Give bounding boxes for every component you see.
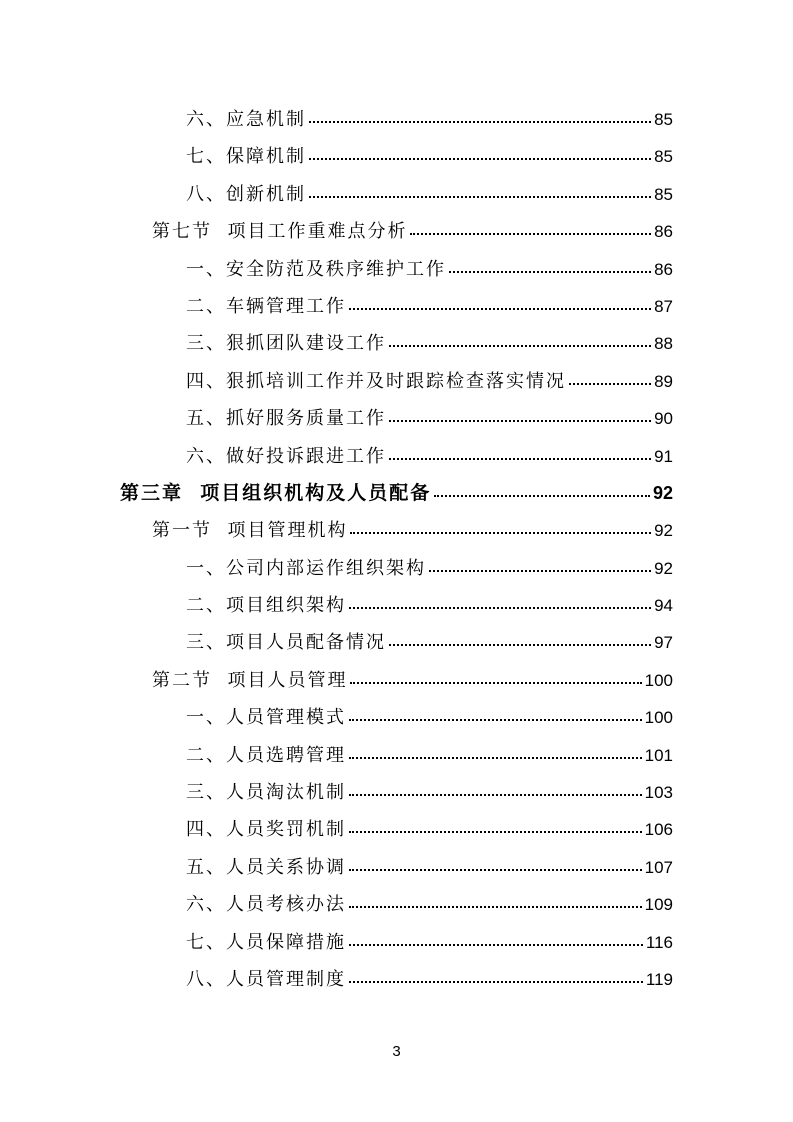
toc-entry[interactable] [0,699,793,736]
toc-entry-label: 二、车辆管理工作 [186,295,346,317]
page-number: 3 [392,1043,401,1060]
toc-dot-leader [350,682,641,684]
toc-entry-label: 二、人员选聘管理 [186,744,346,766]
toc-dot-leader [309,121,651,123]
toc-entry-page-number: 92 [652,482,673,503]
toc-entry[interactable] [0,176,793,213]
toc-entry-page-number: 85 [654,147,673,167]
toc-dot-leader [349,944,643,946]
toc-entry-page-number: 86 [654,222,673,242]
toc-entry-label: 三、狠抓团队建设工作 [186,333,386,355]
toc-entry-page-number: 119 [645,969,673,989]
toc-dot-leader [429,570,651,572]
toc-entry[interactable] [0,550,793,587]
toc-entry[interactable] [0,774,793,811]
toc-entry[interactable] [0,325,793,362]
toc-entry-page-number: 85 [654,110,673,129]
toc-entry[interactable] [0,961,793,998]
toc-dot-leader [350,532,651,534]
table-of-contents [0,101,793,998]
toc-entry-label: 五、抓好服务质量工作 [186,408,386,430]
toc-entry-label: 五、人员关系协调 [186,856,346,878]
toc-entry-page-number: 109 [644,895,673,915]
toc-entry[interactable] [0,924,793,961]
toc-entry-page-number: 94 [654,596,673,616]
toc-entry[interactable] [0,849,793,886]
toc-entry-page-number: 92 [654,521,673,541]
toc-entry-label: 三、人员淘汰机制 [186,782,346,804]
toc-entry-page-number: 92 [654,558,673,578]
toc-entry[interactable] [0,512,793,549]
toc-entry-label: 六、做好投诉跟进工作 [186,445,386,467]
toc-dot-leader [389,420,651,422]
toc-entry-label: 三、项目人员配备情况 [186,632,386,654]
toc-dot-leader [389,458,651,460]
toc-entry-page-number: 116 [645,932,673,952]
toc-entry[interactable] [0,811,793,848]
toc-dot-leader [349,719,642,721]
toc-entry[interactable] [0,288,793,325]
toc-entry-label: 六、人员考核办法 [186,894,346,916]
toc-dot-leader [309,158,651,160]
toc-entry-label: 八、人员管理制度 [186,968,346,990]
toc-entry[interactable] [0,662,793,699]
toc-entry-page-number: 85 [654,184,673,204]
toc-entry-page-number: 91 [654,446,673,466]
toc-dot-leader [434,495,650,497]
toc-entry-page-number: 87 [654,296,673,316]
toc-entry[interactable] [0,438,793,475]
toc-entry[interactable] [0,587,793,624]
toc-dot-leader [349,794,642,796]
toc-entry[interactable] [0,737,793,774]
toc-entry-page-number: 88 [654,334,673,354]
toc-dot-leader [389,644,651,646]
toc-entry[interactable] [0,624,793,661]
toc-dot-leader [349,757,642,759]
toc-entry-label: 一、安全防范及秩序维护工作 [186,258,446,280]
toc-entry[interactable] [0,101,793,138]
toc-entry[interactable] [0,363,793,400]
toc-entry-page-number: 89 [654,371,673,391]
toc-entry-page-number: 90 [654,409,673,429]
toc-entry-label: 一、人员管理模式 [186,707,346,729]
toc-entry-label: 第一节 项目管理机构 [152,520,348,542]
toc-entry-page-number: 101 [644,745,673,765]
toc-entry-label: 八、创新机制 [186,183,306,205]
toc-dot-leader [309,196,651,198]
toc-entry-label: 二、项目组织架构 [186,595,346,617]
toc-entry[interactable] [0,475,793,512]
toc-entry-label: 第三章 项目组织机构及人员配备 [120,481,432,504]
toc-dot-leader [569,383,651,385]
toc-entry-page-number: 100 [644,670,673,690]
toc-dot-leader [349,981,643,983]
toc-entry-page-number: 100 [644,708,673,728]
toc-entry-label: 四、狠抓培训工作并及时跟踪检查落实情况 [186,370,566,392]
toc-entry[interactable] [0,138,793,175]
toc-entry-page-number: 106 [644,820,673,840]
toc-entry-page-number: 103 [644,783,673,803]
toc-entry-label: 四、人员奖罚机制 [186,819,346,841]
toc-entry-page-number: 97 [654,633,673,653]
toc-entry-label: 七、保障机制 [186,146,306,168]
toc-entry[interactable] [0,886,793,923]
toc-dot-leader [410,233,651,235]
toc-entry-page-number: 107 [644,857,673,877]
toc-dot-leader [349,906,642,908]
toc-dot-leader [349,308,651,310]
toc-entry-label: 第七节 项目工作重难点分析 [152,221,408,243]
toc-entry-label: 七、人员保障措施 [186,931,346,953]
toc-entry-label: 一、公司内部运作组织架构 [186,557,426,579]
toc-dot-leader [349,869,642,871]
toc-dot-leader [389,345,651,347]
toc-dot-leader [449,271,651,273]
toc-entry-label: 六、应急机制 [186,109,306,130]
toc-entry[interactable] [0,251,793,288]
toc-dot-leader [349,831,642,833]
toc-entry[interactable] [0,213,793,250]
toc-entry-page-number: 86 [654,259,673,279]
toc-entry-label: 第二节 项目人员管理 [152,669,348,691]
toc-dot-leader [349,607,651,609]
toc-entry[interactable] [0,400,793,437]
